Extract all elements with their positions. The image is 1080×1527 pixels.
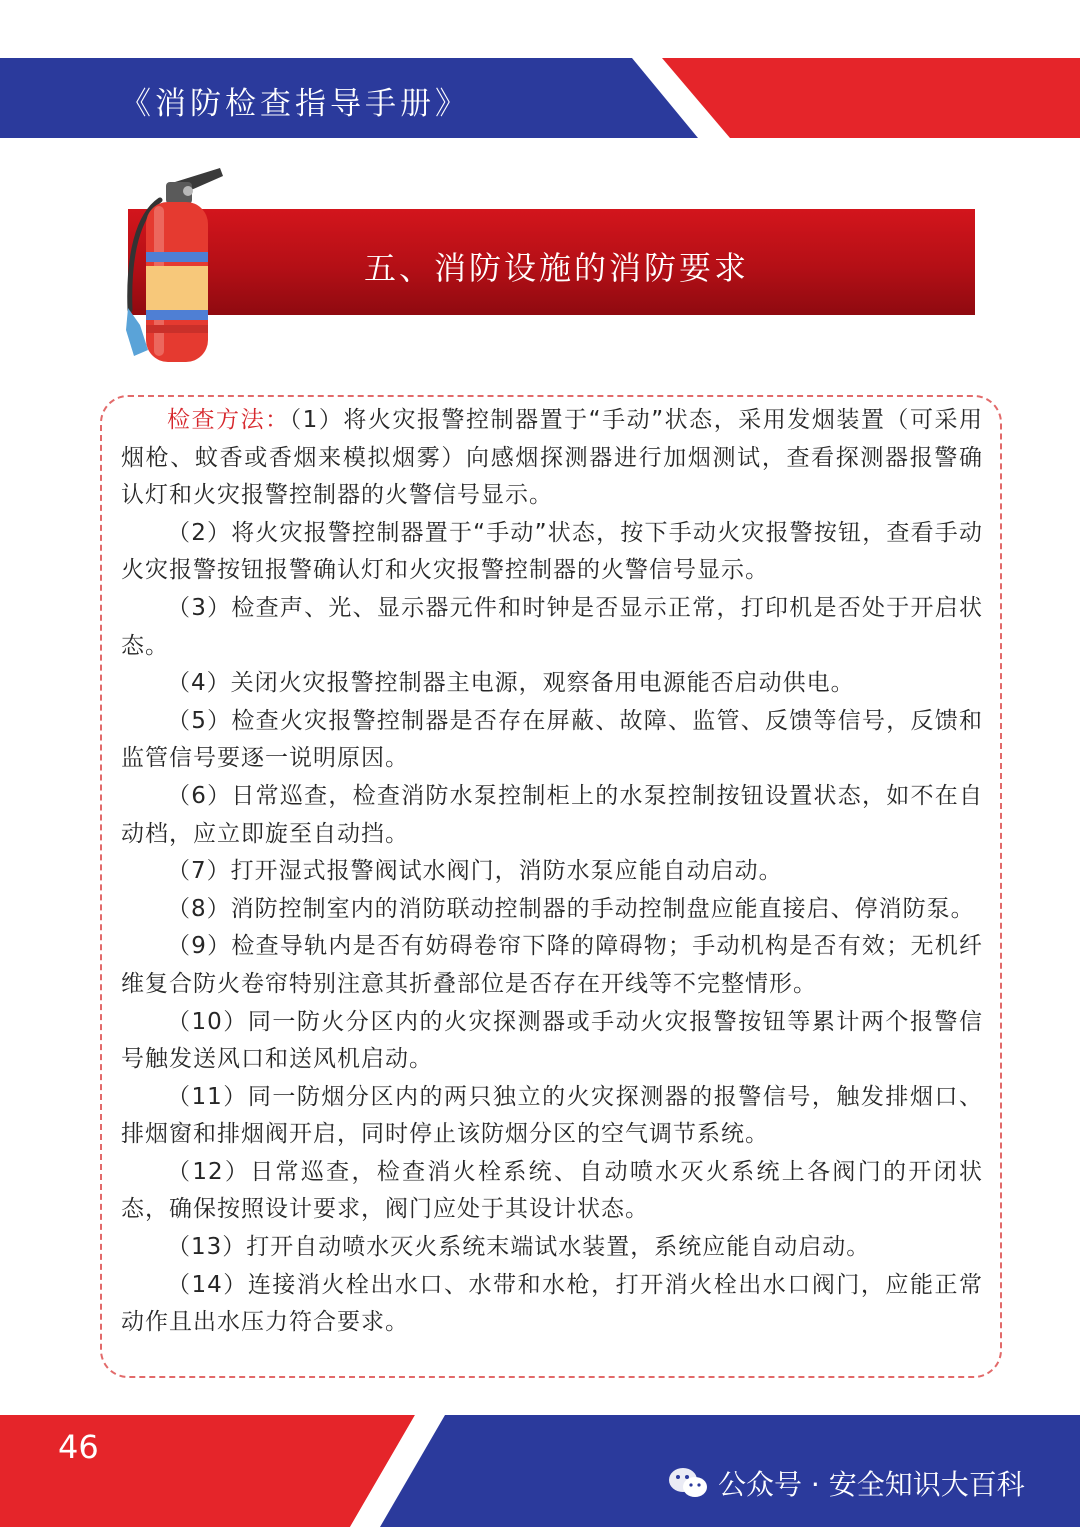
paragraph: （8）消防控制室内的消防联动控制器的手动控制盘应能直接启、停消防泵。: [167, 895, 975, 922]
paragraph: （6）日常巡查，检查消防水泵控制柜上的水泵控制按钮设置状态，如不在自动档，应立即旋至自动挡。: [121, 782, 983, 847]
paragraph: （12）日常巡查，检查消火栓系统、自动喷水灭火系统上各阀门的开闭状态，确保按照设计要求，阀门应处于其设计状态。: [121, 1158, 983, 1223]
paragraph: [121, 402, 983, 515]
paragraph-text: （1）将火灾报警控制器置于“手动”状态，采用发烟装置（可采用烟枪、蚊香或香烟来模拟烟雾）向感烟探测器进行加烟测试，查看探测器报警确认灯和火灾报警控制器的火警信号显示。: [121, 407, 984, 509]
book-title: 《消防检查指导手册》: [120, 86, 470, 122]
watermark: [668, 1463, 1025, 1503]
paragraph: （14）连接消火栓出水口、水带和水枪，打开消火栓出水口阀门，应能正常动作且出水压力符合要求。: [121, 1271, 983, 1336]
paragraph: （11）同一防烟分区内的两只独立的火灾探测器的报警信号，触发排烟口、排烟窗和排烟阀开启，同时停止该防烟分区的空气调节系统。: [121, 1083, 983, 1148]
paragraph: （5）检查火灾报警控制器是否存在屏蔽、故障、监管、反馈等信号，反馈和监管信号要逐一说明原因。: [121, 707, 983, 772]
paragraph: （2）将火灾报警控制器置于“手动”状态，按下手动火灾报警按钮，查看手动火灾报警按钮报警确认灯和火灾报警控制器的火警信号显示。: [121, 519, 983, 584]
header-red-band: [662, 58, 1080, 138]
watermark-text: 公众号 · 安全知识大百科: [718, 1468, 1025, 1501]
fire-extinguisher-icon: [120, 160, 235, 365]
content-body: [121, 402, 983, 1342]
section-title: 五、消防设施的消防要求: [363, 249, 749, 287]
paragraph: （10）同一防火分区内的火灾探测器或手动火灾报警按钮等累计两个报警信号触发送风口和送风机启动。: [121, 1008, 983, 1073]
paragraph: （9）检查导轨内是否有妨碍卷帘下降的障碍物；手动机构是否有效；无机纤维复合防火卷帘特别注意其折叠部位是否存在开线等不完整情形。: [121, 933, 983, 997]
paragraph: （13）打开自动喷水灭火系统末端试水装置，系统应能自动启动。: [167, 1234, 871, 1261]
section-title-bar: [128, 209, 975, 315]
paragraph: （7）打开湿式报警阀试水阀门，消防水泵应能自动启动。: [167, 858, 783, 885]
paragraph: （3）检查声、光、显示器元件和时钟是否显示正常，打印机是否处于开启状态。: [121, 594, 983, 659]
paragraph: （4）关闭火灾报警控制器主电源，观察备用电源能否启动供电。: [167, 670, 855, 697]
page-number: 46: [58, 1428, 99, 1466]
lead-label: 检查方法：: [167, 407, 290, 433]
wechat-icon: [668, 1466, 708, 1500]
